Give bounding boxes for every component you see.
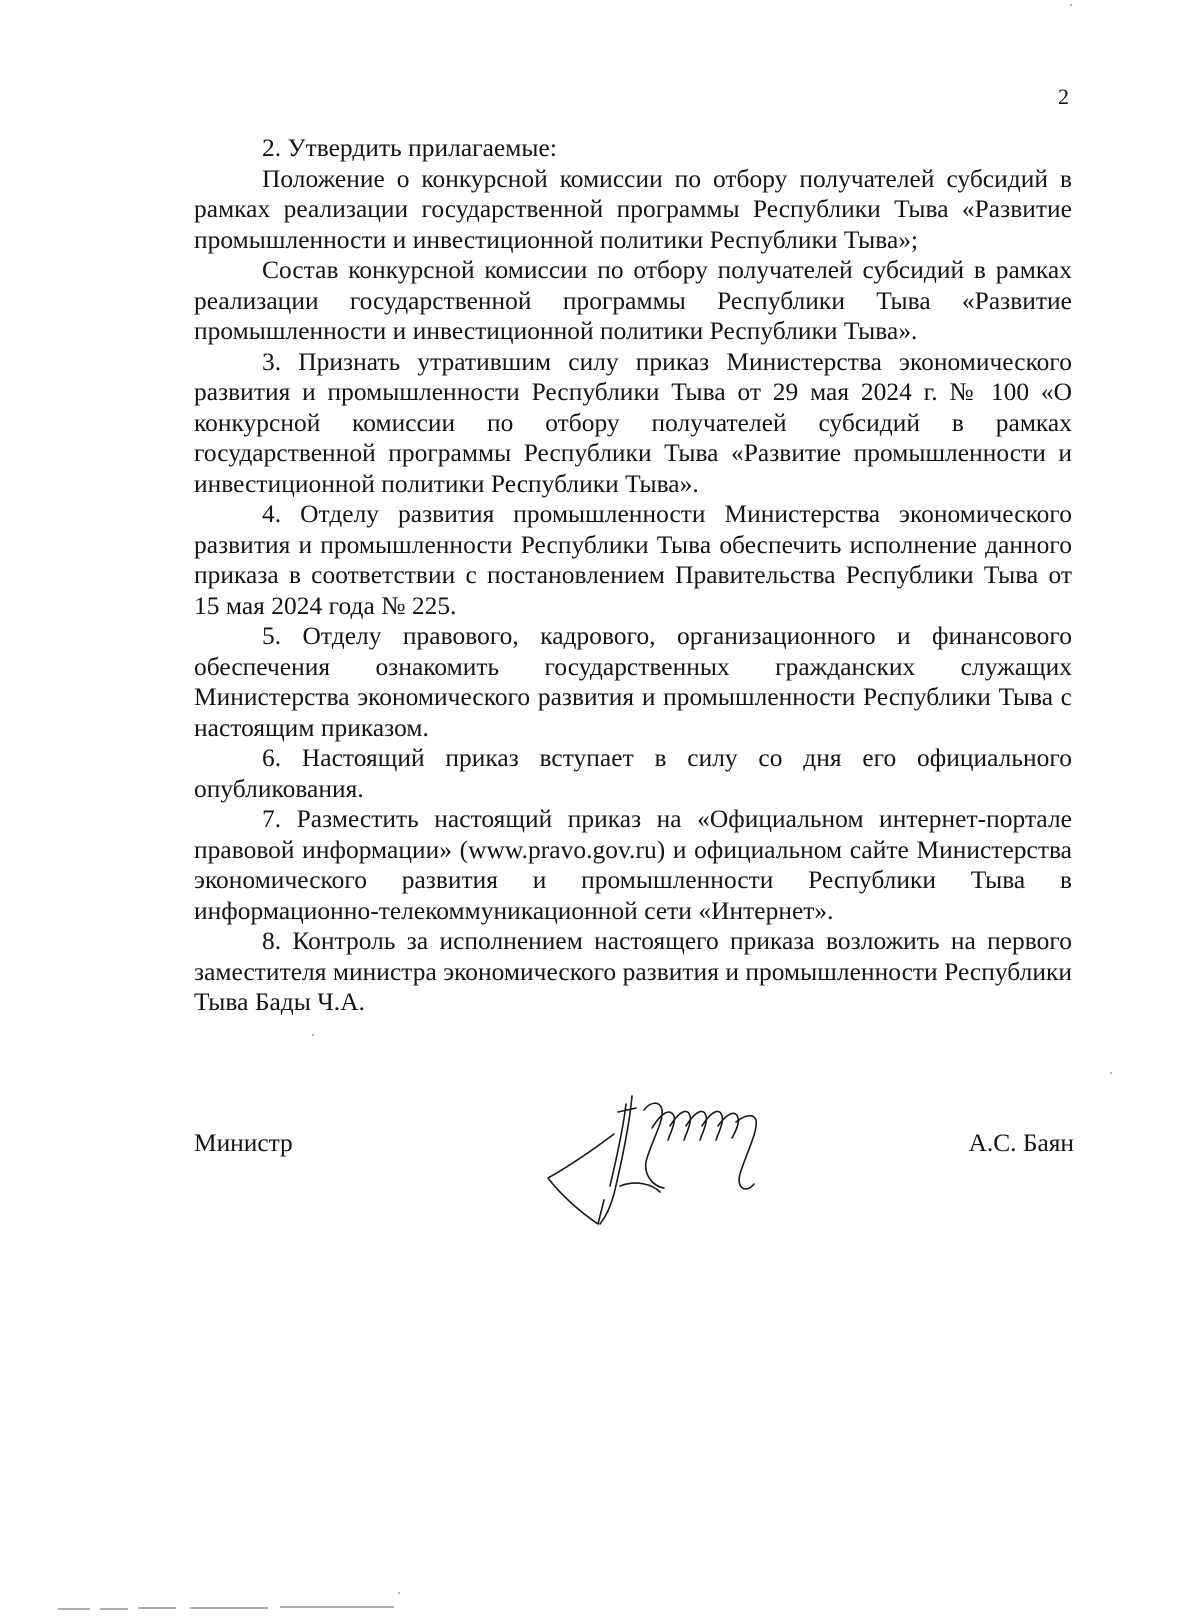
signatory-name: А.С. Баян	[968, 1129, 1074, 1157]
signatory-title: Министр	[194, 1129, 293, 1157]
scan-speck	[398, 1592, 400, 1594]
paragraph-publish: 7. Разместить настоящий приказ на «Официальном интернет-портале правовой информации» (www.pravo.gov.ru) и официальном сайте Министерства экономического развития и промышленности Республики Тыва в информационно-телекоммуникационной сети «Интернет».	[194, 805, 1072, 925]
scan-speck	[1110, 1072, 1112, 1074]
paragraph-familiarize: 5. Отделу правового, кадрового, организационного и финансового обеспечения ознакомить государственных гражданских служащих Министерства экономического развития и промышленности Республики Тыва с настоящим приказом.	[194, 622, 1072, 742]
page-number: 2	[1058, 84, 1069, 109]
paragraph-execution: 4. Отделу развития промышленности Министерства экономического развития и промышленности Республики Тыва обеспечить исполнение данного приказа в соответствии с постановлением Правительства Республики Тыва от 15 мая 2024 года № 225.	[194, 500, 1072, 620]
scan-edge-marks	[58, 1598, 398, 1604]
paragraph-approve: 2. Утвердить прилагаемые:	[262, 134, 557, 162]
document-body	[194, 133, 1072, 1018]
handwritten-signature	[540, 1082, 800, 1242]
paragraph-composition: Состав конкурсной комиссии по отбору получателей субсидий в рамках реализации государственной программы Республики Тыва «Развитие промышленности и инвестиционной политики Республики Тыва».	[194, 256, 1072, 345]
signature-block	[194, 1116, 1074, 1256]
paragraph-regulation: Положение о конкурсной комиссии по отбору получателей субсидий в рамках реализации государственной программы Республики Тыва «Развитие промышленности и инвестиционной политики Республики Тыва»;	[194, 164, 1072, 254]
paragraph-control: 8. Контроль за исполнением настоящего приказа возложить на первого заместителя министра экономического развития и промышленности Республики Тыва Бады Ч.А.	[194, 927, 1072, 1016]
paragraph-effective: 6. Настоящий приказ вступает в силу со дня его официального опубликования.	[194, 744, 1072, 803]
scan-speck	[312, 1034, 314, 1036]
paragraph-repeal: 3. Признать утратившим силу приказ Министерства экономического развития и промышленности Республики Тыва от 29 мая 2024 г. № 100 «О конкурсной комиссии по отбору получателей субсидий в рамках государственной программы Республики Тыва «Развитие промышленности и инвестиционной политики Республики Тыва».	[194, 347, 1072, 498]
scan-speck	[1070, 4, 1072, 6]
